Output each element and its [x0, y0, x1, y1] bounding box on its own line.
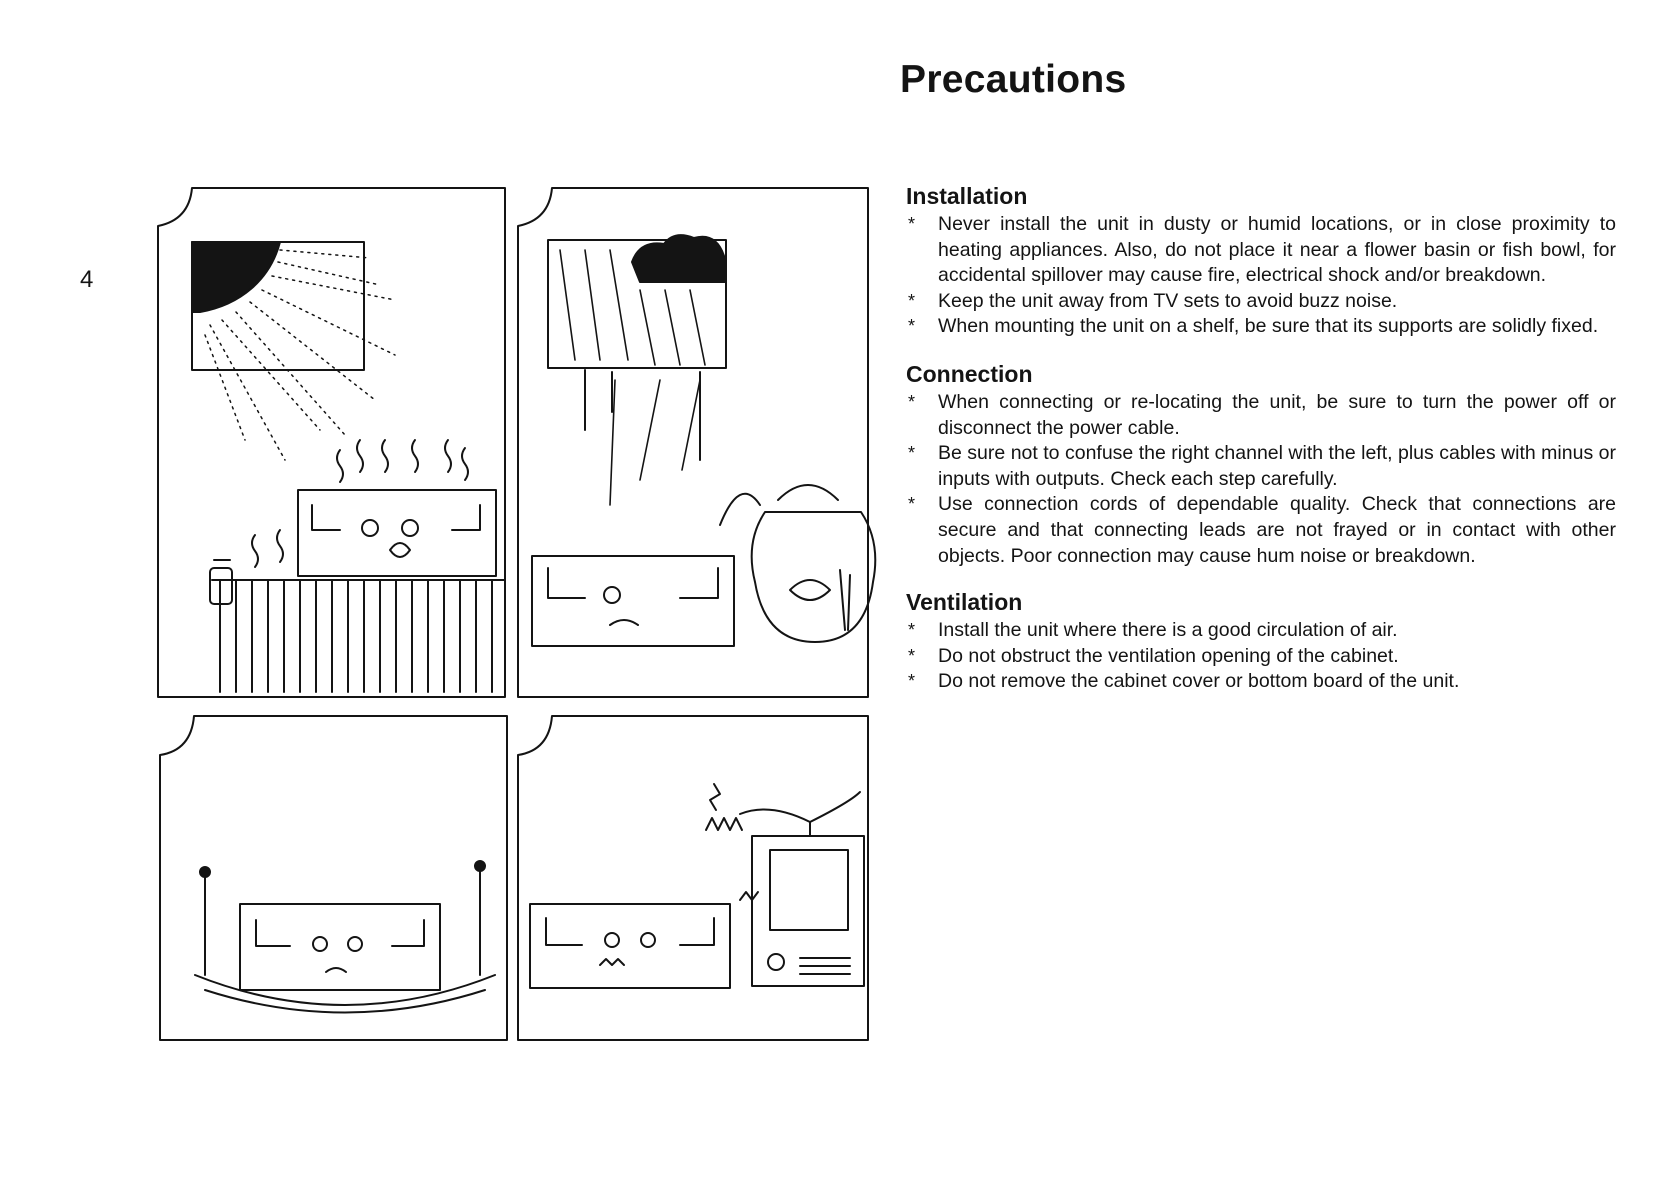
page-number: 4: [80, 266, 94, 293]
section-heading: Installation: [906, 183, 1028, 209]
list-item: * When connecting or re-locating the unit, be sure to turn the power off or disconnect the power cable.: [908, 390, 1616, 439]
section-installation: [906, 182, 1616, 340]
asterisk-bullet: *: [908, 620, 916, 641]
section-heading: Connection: [906, 360, 1033, 387]
asterisk-bullet: *: [908, 391, 916, 412]
list-item: * Do not obstruct the ventilation opening of the cabinet.: [906, 644, 1616, 670]
asterisk-bullet: *: [908, 316, 916, 337]
illustration-rain-fishbowl: [518, 188, 875, 697]
illustration-swinging-shelf: [160, 716, 507, 1040]
sun-icon: [192, 242, 280, 312]
audio-unit-icon: [298, 490, 496, 576]
illustration-tv-buzz: [518, 716, 868, 1040]
list-item: * Do not remove the cabinet cover or bottom board of the unit.: [906, 669, 1616, 695]
asterisk-bullet: *: [908, 494, 916, 515]
section-connection: [906, 360, 1616, 569]
list-item: * When mounting the unit on a shelf, be sure that its supports are solidly fixed.: [906, 314, 1616, 340]
list-item: * Install the unit where there is a good circulation of air.: [906, 618, 1616, 644]
page-title: Precautions: [900, 58, 1127, 101]
audio-unit-icon: [532, 556, 734, 646]
list-item: * Be sure not to confuse the right channel with the left, plus cables with minus or inputs with outputs. Check each step carefully.: [908, 442, 1616, 490]
asterisk-bullet: *: [908, 290, 916, 311]
rain-cloud-icon: [632, 235, 726, 282]
fish-bowl-icon: [752, 512, 876, 642]
section-heading: Ventilation: [906, 589, 1023, 616]
list-item: * Keep the unit away from TV sets to avoid buzz noise.: [906, 289, 1616, 315]
list-item: * Never install the unit in dusty or humid locations, or in close proximity to heating appliances. Also, do not place it near a flower basin or fish bowl, for accidental spillover may cause fire, electrical shock and/or breakdown.: [908, 213, 1616, 287]
list-item: * Use connection cords of dependable quality. Check that connections are secure and that connecting leads are not frayed or in contact with other objects. Poor connection may cause hum noise or breakdown.: [908, 493, 1616, 567]
asterisk-bullet: *: [908, 671, 916, 692]
radiator-icon: [210, 560, 505, 692]
asterisk-bullet: *: [908, 645, 916, 666]
section-ventilation: [906, 588, 1616, 695]
bullet-list: [906, 618, 1616, 695]
precautions-text: [906, 182, 1616, 695]
illustration-sun-heater: [158, 188, 505, 697]
asterisk-bullet: *: [908, 443, 916, 464]
bullet-list: [906, 390, 1616, 569]
asterisk-bullet: *: [908, 214, 916, 234]
bullet-list: [906, 212, 1616, 340]
